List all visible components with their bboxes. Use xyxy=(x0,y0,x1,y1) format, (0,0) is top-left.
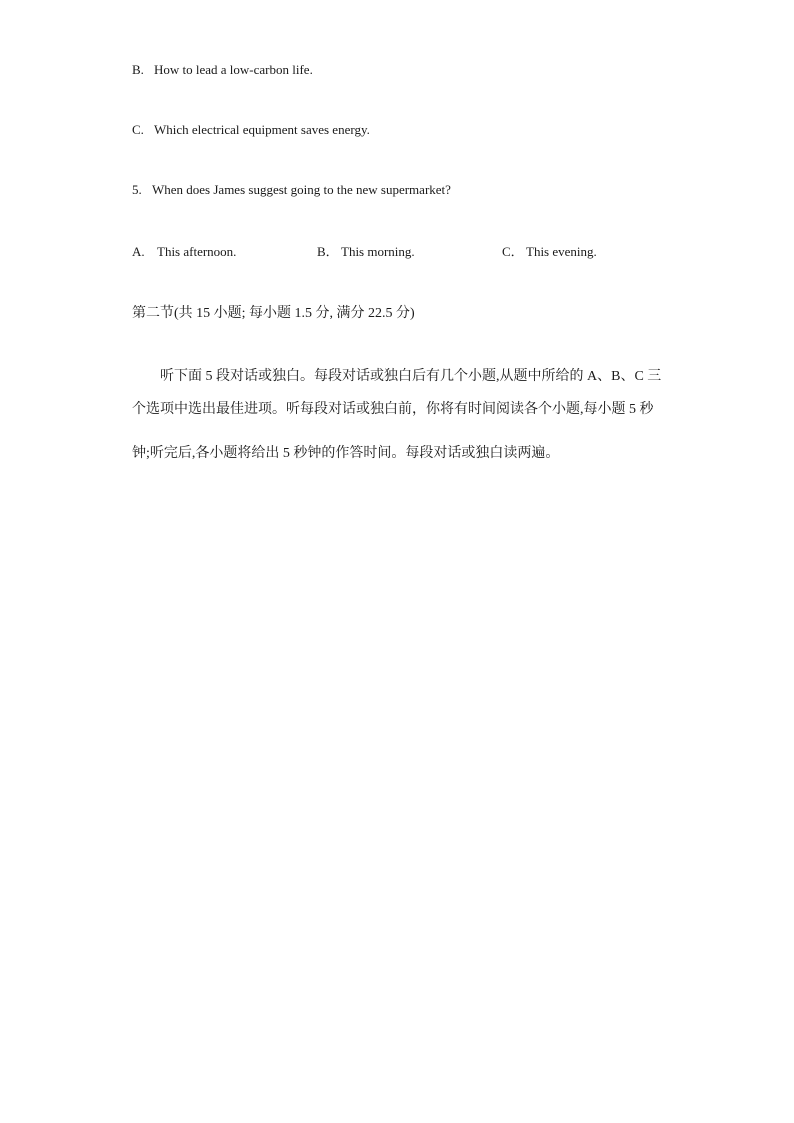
instruction-line-2: 个选项中选出最佳进项。听每段对话或独白前，你将有时间阅读各个小题,每小题 5 秒 xyxy=(132,402,654,417)
option-letter: C． xyxy=(502,244,524,259)
instruction-line-3: 钟;听完后,各小题将给出 5 秒钟的作答时间。每段对话或独白读两遍。 xyxy=(132,446,560,461)
q4-option-c xyxy=(132,122,370,138)
q5-question xyxy=(132,182,451,198)
q5-option-b xyxy=(317,244,415,260)
option-letter: B. xyxy=(132,62,144,77)
instruction-line-1: 听下面 5 段对话或独白。每段对话或独白后有几个小题,从题中所给的 A、B、C 三 xyxy=(160,369,662,384)
option-text: Which electrical equipment saves energy. xyxy=(154,122,370,137)
question-text: When does James suggest going to the new supermarket? xyxy=(152,182,451,197)
option-text: This afternoon. xyxy=(157,244,237,259)
question-number: 5. xyxy=(132,182,142,197)
option-text: This evening. xyxy=(526,244,597,259)
section-heading: 第二节(共 15 小题; 每小题 1.5 分, 满分 22.5 分) xyxy=(132,306,415,321)
q4-option-b xyxy=(132,62,313,78)
q5-option-c xyxy=(502,244,597,260)
option-letter: A. xyxy=(132,244,145,259)
q5-option-a xyxy=(132,244,236,260)
option-text: How to lead a low-carbon life. xyxy=(154,62,313,77)
option-letter: C. xyxy=(132,122,144,137)
option-letter: B． xyxy=(317,244,339,259)
option-text: This morning. xyxy=(341,244,415,259)
